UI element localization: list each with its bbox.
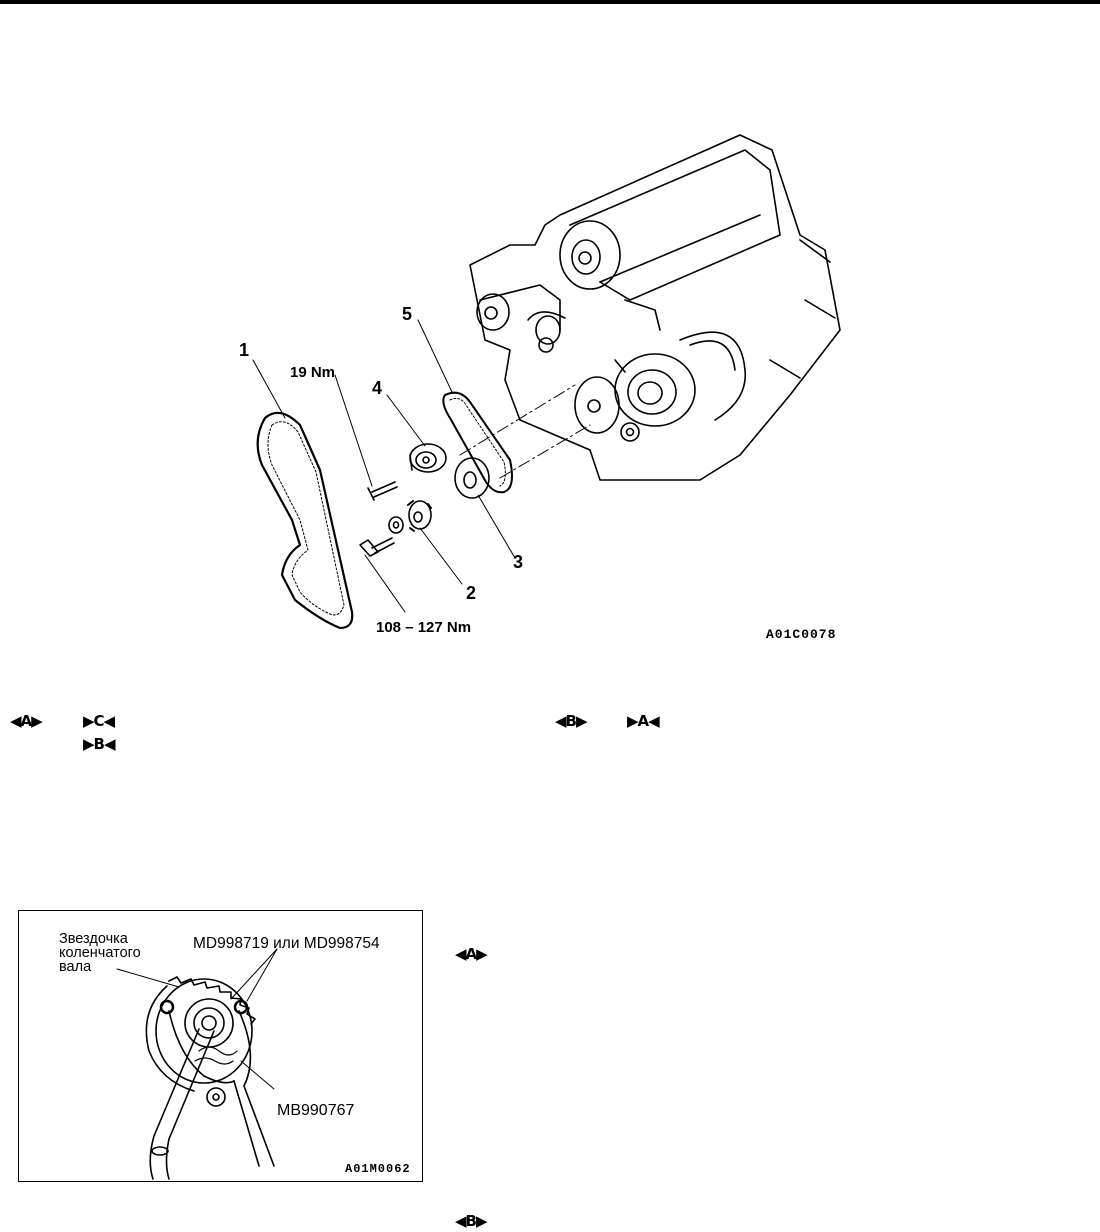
mark-right-a: ▶A◀ [627,712,659,730]
torque-label-lower: 108 – 127 Nm [376,619,472,636]
mark-left-a: ◀A▶ [10,712,42,730]
callout-1: 1 [239,340,250,360]
sprocket-label-line2: коленчатого [59,945,141,961]
tool-holder-label: MB990767 [277,1102,355,1119]
crank-sprocket-tool-figure [18,910,423,1182]
tool-pair-label: MD998719 или MD998754 [193,935,380,952]
figure-code-top: A01C0078 [766,627,837,642]
header-rule [0,0,1100,4]
timing-belt-exploded-diagram [230,120,870,650]
mark-left-b: ▶B◀ [83,735,115,753]
callout-5: 5 [402,304,413,324]
step-mark-b: ◀B▶ [455,1212,487,1230]
callout-2: 2 [466,583,477,603]
sprocket-label-line3: вала [59,959,92,975]
sprocket-label-line1: Звездочка [59,931,128,947]
mark-right-b: ◀B▶ [555,712,587,730]
mark-left-c: ▶C◀ [83,712,115,730]
step-mark-a: ◀A▶ [455,945,487,963]
callout-3: 3 [513,552,524,572]
figure-code-bottom: A01M0062 [345,1162,411,1176]
torque-label-upper: 19 Nm [290,364,336,381]
callout-4: 4 [372,378,383,398]
